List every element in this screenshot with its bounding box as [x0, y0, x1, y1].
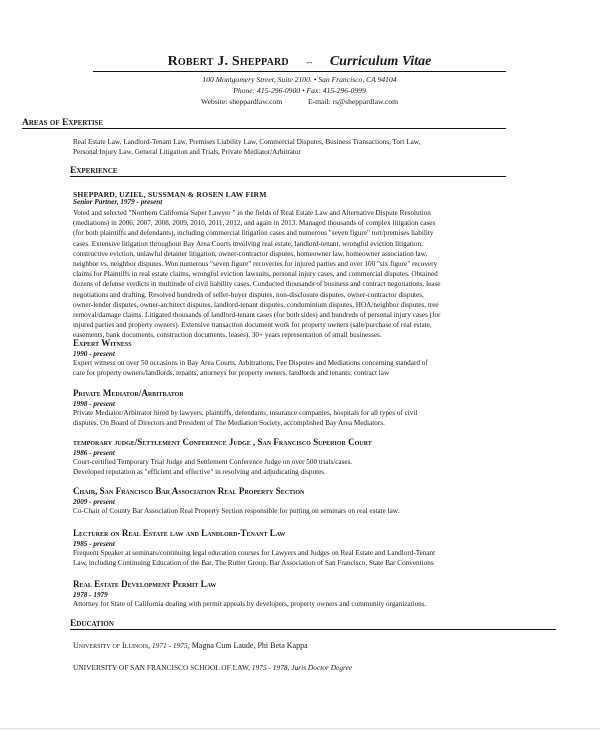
areas-line: Real Estate Law, Landlord-Tenant Law, Premises Liability Law, Commercial Disputes, Business Transactions, Tort Law, [73, 138, 421, 146]
description-line: Frequent Speaker at seminars/continuing legal education courses for Lawyers and Judges on Real Estate and Landlord-Tenant [73, 549, 436, 557]
position-description [73, 358, 428, 378]
position-title: Real Estate Development Permit Law [73, 579, 217, 589]
description-line: Voted and selected "Northern California Super Lawyer " in the fields of Real Estate Law and Alternative Dispute Resolution [73, 209, 431, 217]
years: 1975 - 1978, [250, 663, 290, 672]
areas-line: Personal Injury Law, General Litigation and Trials, Private Mediator/Arbitrator [73, 148, 301, 157]
position-dates: 1978 - 1979 [73, 591, 108, 599]
description-line: Expert witness on over 50 occasions in Bay Area Courts, Arbitrations, Fee Disputes and Mediations concerning standard of [73, 359, 428, 367]
degree: Juris Doctor Degree [289, 663, 353, 672]
description-line: negotiations and drafting. Resolved hundreds of seller-buyer disputes, non-disclosure disputes, owner-contractor disputes, [73, 290, 424, 299]
position-description [73, 457, 352, 477]
description-line: Court-certified Temporary Trial Judge and Settlement Conference Judge on over 500 trials/cases. [73, 458, 353, 466]
title-separator: -- [306, 57, 313, 67]
contact-web [93, 97, 506, 106]
description-line: Developed reputation as "efficient and effective" in resolving and adjudicating disputes. [73, 468, 326, 477]
position-description [73, 599, 426, 609]
position-dates: 1986 - present [73, 449, 115, 457]
education-item [73, 663, 352, 672]
honors: , Magna Cum Laude, Phi Beta Kappa [187, 641, 308, 650]
description-line: Attorney for State of California dealing with permit appeals by developers, property owners and community organizations. [73, 600, 427, 608]
school: University of Illinois, [73, 641, 151, 650]
description-line: Law, including Continuing Education of the Bar, The Rutter Group, Bar Association of San Francisco, State Bar Conventions [73, 559, 434, 568]
position-description [73, 548, 435, 568]
position-title: Expert Witness [73, 338, 132, 348]
description-line: removal/damage claims. Litigated thousands of landlord-tenant cases (for both sides) and hundreds of personal injury cases (for [73, 311, 441, 320]
description-line: cases. Extensive litigation throughout Bay Area Courts involving real estate, landlord-tenant, wrongful eviction litigation, [73, 239, 423, 248]
areas-list [73, 137, 420, 157]
description-line: owner-lender disputes, owner-architect disputes, landlord-tenant disputes, condominium disputes, HOA/neighbor disputes, tree [73, 300, 439, 309]
phone-fax: Phone: 415-296-0900 • Fax: 415-296-0999 [233, 86, 366, 95]
address: 100 Montgomery Street, Suite 2100. • San Francisco, CA 94104 [202, 75, 397, 84]
position-dates: 1990 - present [73, 350, 115, 358]
description-line: easements, bank documents, construction documents, leases). 30+ years representation of small businesses. [73, 331, 382, 340]
position-title: Private Mediator/Arbitrator [73, 388, 184, 398]
position-title: temporary judge/Settlement Conference Judge , San Francisco Superior Court [73, 437, 372, 447]
years: 1971 - 1975 [150, 641, 188, 650]
resume-title [93, 54, 506, 72]
firm-description [73, 208, 440, 341]
position-title: Chair, San Francisco Bar Association Real Property Section [73, 486, 305, 496]
education-heading: Education [70, 619, 556, 630]
email: E-mail: rs@sheppardlaw.com [307, 97, 398, 106]
description-line: disputes. On Board of Directors and President of The Mediation Society, accomplished Bay Area Mediators. [73, 419, 385, 428]
description-line: neighbor vs. neighbor disputes. Won numerous "seven figure" recoveries for injured parties and over 100 "six figure" recovery [73, 260, 438, 269]
position-dates: 1998 - present [73, 400, 115, 408]
description-line: dozens of defense verdicts in multitude of civil liability cases. Conducted thousands of business and contract negotiations, lease [73, 280, 441, 289]
description-line: Co-Chair of County Bar Association Real Property Section responsible for putting on seminars on real estate law. [73, 507, 400, 515]
description-line: (mediations) in 2006, 2007, 2008, 2009, 2010, 2011, 2012, and again in 2013. Managed thousands of complex litigation cases [73, 219, 436, 228]
candidate-name: Robert J. Sheppard [167, 54, 289, 69]
description-line: Private Mediator/Arbitrator hired by lawyers, plaintiffs, defendants, insurance companies, hospitals for all types of civil [73, 409, 418, 417]
position-dates: 2009 - present [73, 498, 115, 506]
description-line: (for both plaintiffs and defendants), including commercial litigation cases and numerous "seven figure" tort/premises liability [73, 229, 434, 238]
position-dates: 1985 - present [73, 540, 115, 548]
education-item [73, 641, 308, 650]
experience-heading: Experience [70, 166, 506, 177]
firm-name: SHEPPARD, UZIEL, SUSSMAN & ROSEN LAW FIRM [73, 190, 267, 199]
page-edge [0, 728, 600, 729]
description-line: injured parties and property owners). Extensive transaction document work for property owners (sale/purchase of real estate, [73, 321, 432, 330]
position-description [73, 408, 417, 428]
website: Website: sheppardlaw.com [201, 97, 283, 106]
firm-role: Senior Partner, 1979 - present [73, 198, 163, 206]
school: UNIVERSITY OF SAN FRANCISCO SCHOOL OF LAW, [73, 663, 251, 672]
description-line: constructive eviction, unlawful detainer litigation, owner-contractor disputes, homeowner law, homeowner association law, [73, 249, 428, 258]
position-title: Lecturer on Real Estate law and Landlord-Tenant Law [73, 528, 286, 538]
document-title: Curriculum Vitae [329, 54, 432, 69]
position-description [73, 506, 399, 516]
description-line: claims for Plaintiffs in real estate claims, wrongful eviction lawsuits, personal injury cases, and commercial disputes. Obtained [73, 270, 438, 279]
areas-heading: Areas of Expertise [22, 118, 506, 129]
description-line: care for property owners/landlords, tenants, attorneys for property owners, landlords and tenants; contract law [73, 369, 390, 378]
